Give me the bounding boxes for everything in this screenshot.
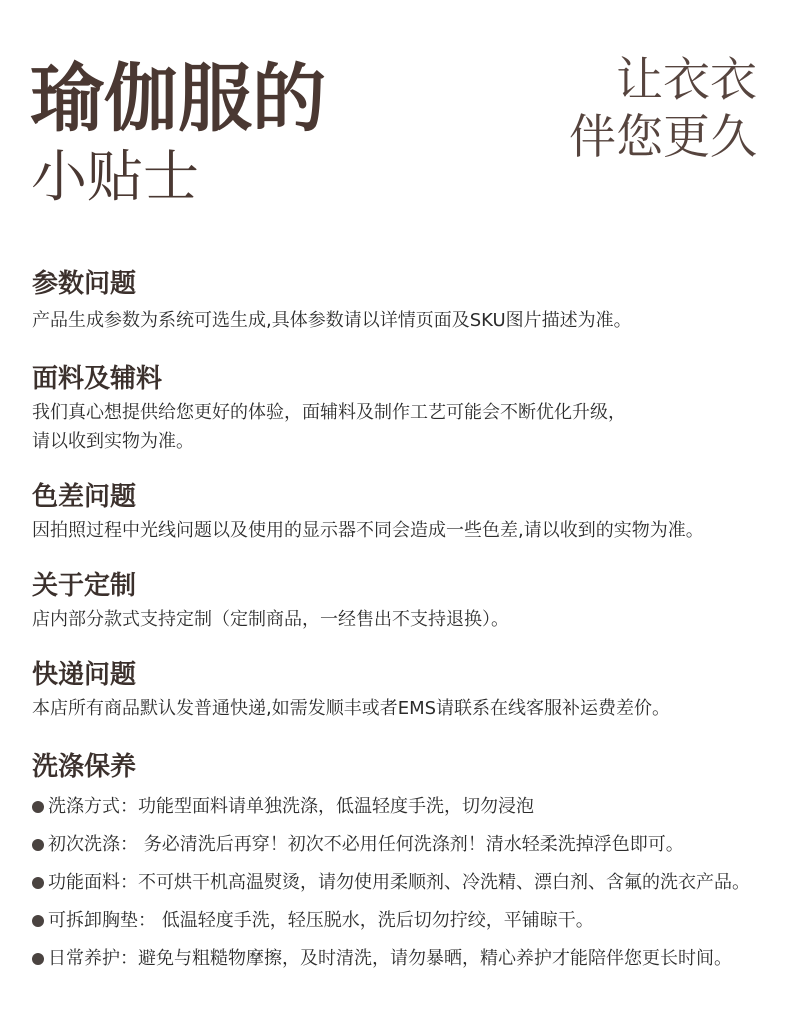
slogan — [569, 52, 757, 166]
section-customization-heading: 关于定制 — [32, 571, 137, 601]
section-washing-care-heading: 洗涤保养 — [32, 752, 137, 782]
care-item-text: 可拆卸胸垫： 低温轻度手洗，轻压脱水，洗后切勿拧绞，平铺晾干。 — [48, 910, 594, 931]
section-shipping-heading: 快递问题 — [32, 660, 137, 690]
section-parameters-text — [32, 306, 772, 335]
section-fabric-heading: 面料及辅料 — [32, 364, 163, 394]
section-color-difference-text — [32, 516, 772, 545]
section-fabric-text — [32, 398, 772, 456]
section-fabric — [32, 364, 772, 456]
care-item-text: 洗涤方式：功能型面料请单独洗涤，低温轻度手洗，切勿浸泡 — [48, 796, 534, 817]
section-parameters — [32, 269, 772, 335]
section-parameters-heading: 参数问题 — [32, 269, 137, 299]
text-line: 本店所有商品默认发普通快递,如需发顺丰或者EMS请联系在线客服补运费差价。 — [32, 698, 671, 719]
section-shipping — [32, 660, 772, 723]
list-item — [32, 788, 772, 826]
section-customization — [32, 571, 772, 634]
care-list — [32, 788, 772, 978]
list-item — [32, 902, 772, 940]
slogan-line-2: 伴您更久 — [569, 110, 757, 165]
bullet-icon — [32, 953, 44, 965]
text-line: 因拍照过程中光线问题以及使用的显示器不同会造成一些色差,请以收到的实物为准。 — [32, 520, 704, 541]
text-line: 店内部分款式支持定制（定制商品，一经售出不支持退换）。 — [32, 609, 509, 630]
bullet-icon — [32, 839, 44, 851]
slogan-line-1: 让衣衣 — [616, 53, 757, 108]
list-item — [32, 864, 772, 902]
text-line: 请以收到实物为准。 — [32, 431, 194, 452]
section-washing-care — [32, 752, 772, 978]
bullet-icon — [32, 877, 44, 889]
care-item-text: 功能面料：不可烘干机高温熨烫，请勿使用柔顺剂、冷洗精、漂白剂、含氟的洗衣产品。 — [48, 872, 750, 893]
list-item — [32, 940, 772, 978]
bullet-icon — [32, 801, 44, 813]
list-item — [32, 826, 772, 864]
section-customization-text — [32, 605, 772, 634]
care-item-text: 初次洗涤： 务必清洗后再穿！初次不必用任何洗涤剂！清水轻柔洗掉浮色即可。 — [48, 834, 684, 855]
care-item-text: 日常养护：避免与粗糙物摩擦，及时清洗，请勿暴晒，精心养护才能陪伴您更长时间。 — [48, 948, 732, 969]
text-line: 我们真心想提供给您更好的体验，面辅料及制作工艺可能会不断优化升级， — [32, 402, 626, 423]
bullet-icon — [32, 915, 44, 927]
page-title: 瑜伽服的 — [30, 56, 326, 142]
section-shipping-text — [32, 694, 772, 723]
text-line: 产品生成参数为系统可选生成,具体参数请以详情页面及SKU图片描述为准。 — [32, 310, 632, 331]
section-color-difference — [32, 482, 772, 545]
page-subtitle: 小贴士 — [31, 145, 199, 210]
section-color-difference-heading: 色差问题 — [32, 482, 137, 512]
